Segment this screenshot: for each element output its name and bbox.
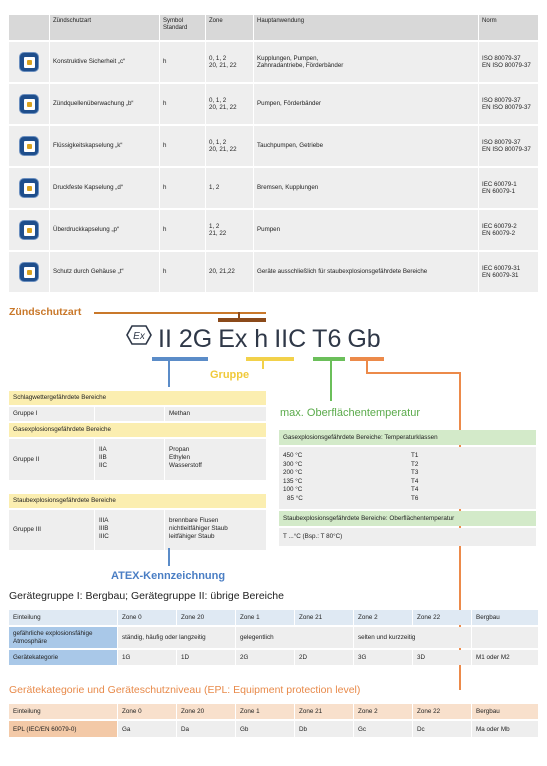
atex-title: ATEX-Kennzeichnung <box>111 570 226 582</box>
norm: IEC 60079-2 EN 60079-2 <box>478 210 538 250</box>
protection-name: Konstruktive Sicherheit „c“ <box>49 42 159 82</box>
group-table <box>9 391 266 550</box>
category-cell: 2D <box>294 650 353 665</box>
category-cell: 3D <box>412 650 471 665</box>
column-header: Zone 0 <box>117 704 176 719</box>
epl-title: Gerätekategorie und Geräteschutzniveau (EPL: Equipment protection level) <box>9 684 361 696</box>
device-group-title: Gerätegruppe I: Bergbau; Gerätegruppe II: übrige Bereiche <box>9 590 284 602</box>
constructive-safety-icon <box>19 52 39 72</box>
column-header: Zone 22 <box>412 704 471 719</box>
epl-table <box>9 704 538 737</box>
marking-part: II 2G <box>158 325 213 353</box>
column-header: Zone 2 <box>353 610 412 625</box>
underline-blue <box>152 357 208 361</box>
ignition-bar <box>218 318 266 322</box>
temperature-rows <box>279 447 536 509</box>
symbol: h <box>159 252 205 292</box>
header-zone: Zone <box>205 15 253 40</box>
header-application: Hauptanwendung <box>253 15 478 40</box>
protection-name: Zündquellenüberwachung „b“ <box>49 84 159 124</box>
category-cell: 1G <box>117 650 176 665</box>
connector-line <box>168 548 170 566</box>
application: Pumpen <box>253 210 478 250</box>
column-header: Bergbau <box>471 704 538 719</box>
table-header <box>9 15 538 40</box>
temperature-label: max. Oberflächentemperatur <box>280 407 421 419</box>
ignition-protection-table <box>9 15 538 292</box>
column-header: Zone 20 <box>176 704 235 719</box>
table-row <box>9 126 538 166</box>
connector-line <box>366 372 460 374</box>
ex-hexagon-icon <box>126 325 152 345</box>
connector-line <box>94 312 266 314</box>
epl-cell: Gb <box>235 721 294 737</box>
epl-cell: Db <box>294 721 353 737</box>
enclosure-protection-icon <box>19 262 39 282</box>
table-row <box>9 42 538 82</box>
gas-temp-header: Gasexplosionsgefährdete Bereiche: Temperaturklassen <box>279 430 536 445</box>
symbol: h <box>159 42 205 82</box>
device-group-table <box>9 610 538 665</box>
zone: 0, 1, 2 20, 21, 22 <box>205 42 253 82</box>
application: Geräte ausschließlich für staubexplosionsgefährdete Bereiche <box>253 252 478 292</box>
ignition-protection-label: Zündschutzart <box>9 306 82 318</box>
epl-cell: Gc <box>353 721 412 737</box>
table-row: EPL (IEC/EN 60079-0) Ga Da Gb Db Gc Dc Ma oder Mb <box>9 721 538 737</box>
table-header <box>9 704 538 719</box>
application: Tauchpumpen, Getriebe <box>253 126 478 166</box>
application: Pumpen, Förderbänder <box>253 84 478 124</box>
table-row: Gruppe I Methan <box>9 407 266 421</box>
header-symbol: Symbol Standard <box>159 15 205 40</box>
zone: 20, 21,22 <box>205 252 253 292</box>
column-header: Bergbau <box>471 610 538 625</box>
category-cell: 2G <box>235 650 294 665</box>
zone: 0, 1, 2 20, 21, 22 <box>205 126 253 166</box>
table-header <box>9 610 538 625</box>
zone: 1, 2 <box>205 168 253 208</box>
marking-part: Ex h <box>218 325 269 353</box>
column-header: Zone 21 <box>294 610 353 625</box>
category-cell: 1D <box>176 650 235 665</box>
temperature-row: 135 °C T4 <box>283 477 419 485</box>
column-header: Zone 22 <box>412 610 471 625</box>
temperature-row: 100 °C T4 <box>283 486 419 494</box>
dust-temp-header: Staubexplosionsgefährdete Bereiche: Oberflächentemperatur <box>279 511 536 526</box>
epl-cell: Da <box>176 721 235 737</box>
underline-green <box>313 357 345 361</box>
table-row: Gruppe II IIA IIB IIC Propan Ethylen Wasserstoff <box>9 439 266 480</box>
table-row <box>9 84 538 124</box>
column-header: Zone 21 <box>294 704 353 719</box>
header-name: Zündschutzart <box>49 15 159 40</box>
protection-name: Schutz durch Gehäuse „t“ <box>49 252 159 292</box>
epl-cell: Ma oder Mb <box>471 721 538 737</box>
marking-part: IIC <box>274 325 307 353</box>
marking-part: Gb <box>347 325 381 353</box>
column-header: Zone 1 <box>235 704 294 719</box>
group-label: Gruppe <box>210 369 250 381</box>
category-cell: 3G <box>353 650 412 665</box>
column-header: Zone 1 <box>235 610 294 625</box>
epl-cell: Ga <box>117 721 176 737</box>
column-header: Einteilung <box>13 708 41 715</box>
temperature-table <box>279 430 536 546</box>
table-row <box>9 210 538 250</box>
protection-name: Überdruckkapselung „p“ <box>49 210 159 250</box>
application: Kupplungen, Pumpen, Zahnradantriebe, Förderbänder <box>253 42 478 82</box>
dust-temp-value: T ...°C (Bsp.: T 80°C) <box>279 528 536 546</box>
header-norm: Norm <box>478 15 538 40</box>
connector-line <box>330 361 332 401</box>
protection-name: Flüssigkeitskapselung „k“ <box>49 126 159 166</box>
table-row: Gruppe III IIIA IIIB IIIC brennbare Flusen nichtleitfähiger Staub leitfähiger Staub <box>9 510 266 550</box>
epl-cell: Dc <box>412 721 471 737</box>
gas-header: Gasexplosionsgefährdete Bereiche <box>9 423 266 437</box>
column-header: Zone 2 <box>353 704 412 719</box>
dust-header: Staubexplosionsgefährdete Bereiche <box>9 494 266 508</box>
norm: ISO 80079-37 EN ISO 80079-37 <box>478 84 538 124</box>
svg-text:Ex: Ex <box>133 331 145 342</box>
column-header: Einteilung <box>13 614 41 621</box>
flameproof-enclosure-icon <box>19 178 39 198</box>
liquid-encapsulation-icon <box>19 136 39 156</box>
zone: 1, 2 21, 22 <box>205 210 253 250</box>
symbol: h <box>159 126 205 166</box>
temperature-row: 300 °C T2 <box>283 460 419 468</box>
connector-line <box>168 361 170 387</box>
symbol: h <box>159 84 205 124</box>
protection-name: Druckfeste Kapselung „d“ <box>49 168 159 208</box>
table-row <box>9 252 538 292</box>
category-cell: M1 oder M2 <box>471 650 538 665</box>
pressurization-icon <box>19 220 39 240</box>
norm: ISO 80079-37 EN ISO 80079-37 <box>478 126 538 166</box>
table-row: gefährliche explosionsfähige Atmosphäre ständig, häufig oder langzeitig gelegentlich selten und kurzzeitig <box>9 627 538 648</box>
mining-header: Schlagwettergefährdete Bereiche <box>9 391 266 405</box>
norm: IEC 60079-31 EN 60079-31 <box>478 252 538 292</box>
table-row: Gerätekategorie 1G 1D 2G 2D 3G 3D M1 oder M2 <box>9 650 538 665</box>
temperature-row: 200 °C T3 <box>283 469 419 477</box>
norm: IEC 60079-1 EN 60079-1 <box>478 168 538 208</box>
symbol: h <box>159 168 205 208</box>
ignition-monitoring-icon <box>19 94 39 114</box>
underline-yellow <box>246 357 294 361</box>
table-row <box>9 168 538 208</box>
column-header: Zone 0 <box>117 610 176 625</box>
marking-part: T6 <box>312 325 342 353</box>
connector-line <box>262 361 264 369</box>
atex-marking <box>126 325 381 354</box>
application: Bremsen, Kupplungen <box>253 168 478 208</box>
symbol: h <box>159 210 205 250</box>
temperature-row: 450 °C T1 <box>283 452 419 459</box>
norm: ISO 80079-37 EN ISO 80079-37 <box>478 42 538 82</box>
temperature-row: 85 °C T6 <box>287 494 419 502</box>
column-header: Zone 20 <box>176 610 235 625</box>
zone: 0, 1, 2 20, 21, 22 <box>205 84 253 124</box>
